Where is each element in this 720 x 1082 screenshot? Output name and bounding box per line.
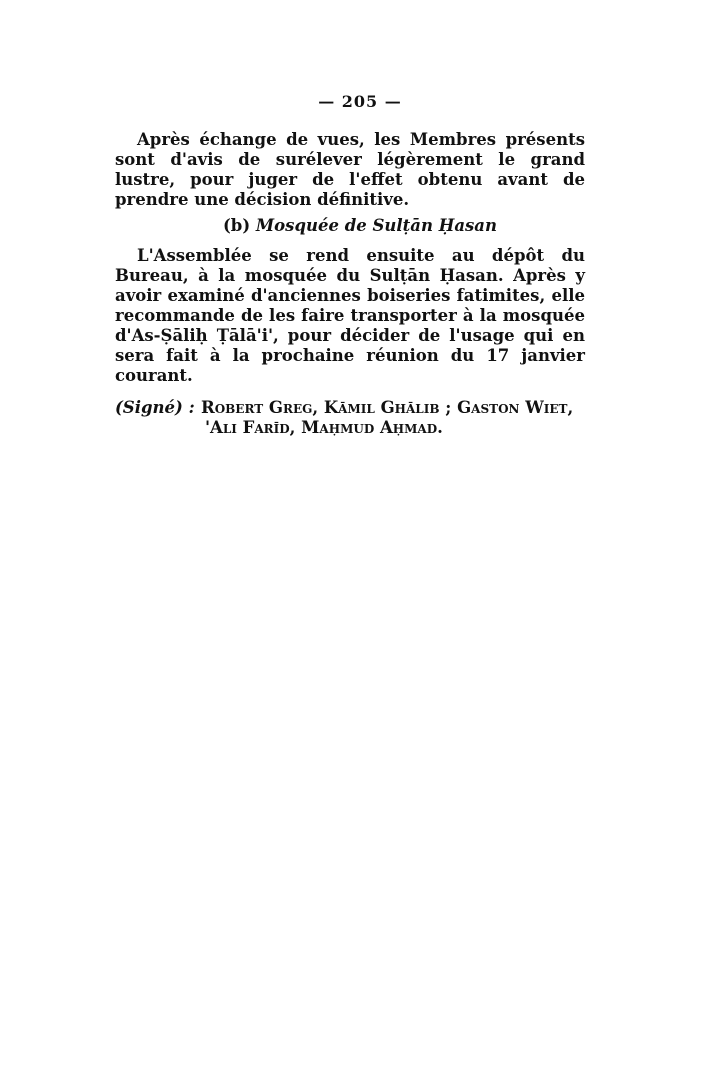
paragraph-mosque: [115, 246, 585, 386]
signature-label: (Signé) :: [115, 398, 195, 417]
section-marker: (b): [222, 216, 251, 235]
paragraph-text: Après échange de vues, les Membres présents sont d'avis de surélever légèrement le grand lustre, pour juger de l'effet obtenu avant de prendre une décision définitive.: [115, 130, 585, 209]
signature-row: [115, 398, 595, 418]
signature-names-line1: Robert Greg, Kāmil Ghālib ; Gaston Wiet,: [201, 398, 574, 417]
signature-block: [115, 398, 595, 438]
page-number: — 205 —: [318, 92, 402, 111]
section-heading: [0, 216, 720, 235]
paragraph-text: L'Assemblée se rend ensuite au dépôt du Bureau, à la mosquée du Sulṭān Ḥasan. Après y avoir examiné d'anciennes boiseries fatimites, elle recommande de les faire transporter à la mosquée d'As-Ṣāliḥ Ṭālā'i', pour décider de l'usage qui en sera fait à la prochaine réunion du 17 janvier courant.: [115, 246, 585, 385]
paragraph-decision: [115, 130, 585, 210]
signature-names-line2: 'Ali Farīd, Maḥmud Aḥmad.: [205, 418, 443, 437]
section-title: Mosquée de Sulṭān Ḥasan: [255, 216, 497, 235]
